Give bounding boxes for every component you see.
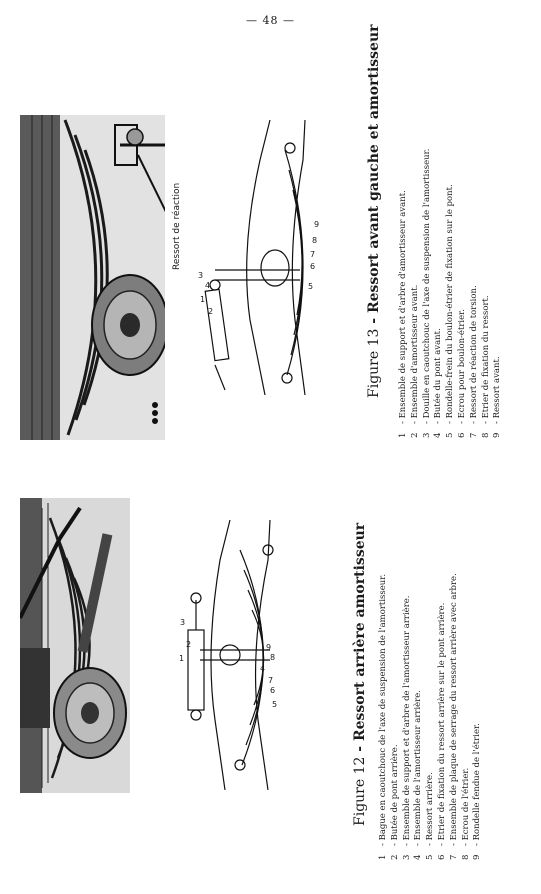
fig13-callout-9: 9 [314,220,320,229]
fig12-callout-6: 6 [270,686,276,695]
fig13-callout-4: 4 [205,281,211,290]
fig13-callout-6: 6 [310,262,316,271]
fig12-callout-4: 4 [260,664,266,673]
legend-item: 5- Ressort arrière. [425,772,436,860]
legend-item: 5- Rondelle-frein du boulon-étrier de fixation sur le pont. [445,184,456,438]
fig13-title-text: - Ressort avant gauche et amortisseur [366,24,382,324]
fig12-callout-9: 9 [266,643,272,652]
page-number: — 48 — [246,14,295,27]
fig12-callout-5: 5 [272,700,278,709]
fig13-callout-2: 2 [208,307,214,316]
rear-spring-photo [20,498,130,793]
fig12-title-fig: Figure 12 [352,756,368,826]
fig12-title-text: - Ressort arrière amortisseur [352,522,368,752]
fig13-title-fig: Figure 13 [366,328,382,398]
legend-item: 9- Ressort avant. [492,356,503,438]
fig12-callout-2: 2 [186,640,192,649]
fig13-title [366,24,382,398]
fig13-legend [398,149,504,438]
legend-item: 4- Ensemble de l'amortisseur arrière. [413,689,424,860]
legend-item: 2- Butée de pont arrière. [389,744,400,860]
fig13-photo-label: Ressort de réaction [172,182,182,270]
legend-item: 1- Bague en caoutchouc de l'axe de suspension de l'amortisseur. [378,573,388,860]
legend-item: 6- Etrier de fixation du ressort arrière sur le pont arrière. [436,602,447,860]
front-spring-photo [20,115,165,440]
fig13-callout-1: 1 [200,295,206,304]
legend-item: 1- Ensemble de support et d'arbre d'amortisseur avant. [398,190,408,438]
legend-item: 6- Ecrou pour boulon-étrier. [456,309,467,438]
front-spring-diagram [195,120,310,395]
fig12-callout-7: 7 [268,676,274,685]
legend-item: 3- Douille en caoutchouc de l'axe de suspension de l'amortisseur. [421,148,432,438]
fig12-title [352,523,368,826]
fig13-callout-8: 8 [312,236,318,245]
legend-item: 8- Ecrou de l'étrier. [460,767,471,860]
rear-spring-diagram [170,520,285,790]
fig13-callout-5: 5 [308,282,314,291]
fig12-legend [378,573,484,860]
fig12-callout-8: 8 [270,653,276,662]
fig12-callout-1: 1 [179,654,185,663]
legend-item: 9- Rondelle fendue de l'étrier. [472,723,483,860]
fig13-callout-3: 3 [198,271,204,280]
fig13-callout-7: 7 [310,250,316,259]
legend-item: 2- Ensemble d'amortisseur avant. [409,284,420,438]
legend-item: 3- Ensemble de support et d'arbre de l'amortisseur arrière. [401,595,412,860]
legend-item: 8- Etrier de fixation du ressort. [480,295,491,438]
fig12-callout-3: 3 [180,618,186,627]
legend-item: 7- Ressort de réaction de torsion. [468,285,479,438]
legend-item: 7- Ensemble de plaque de serrage du ressort arrière avec arbre. [448,573,459,860]
legend-item: 4- Butée du pont avant. [433,328,444,438]
